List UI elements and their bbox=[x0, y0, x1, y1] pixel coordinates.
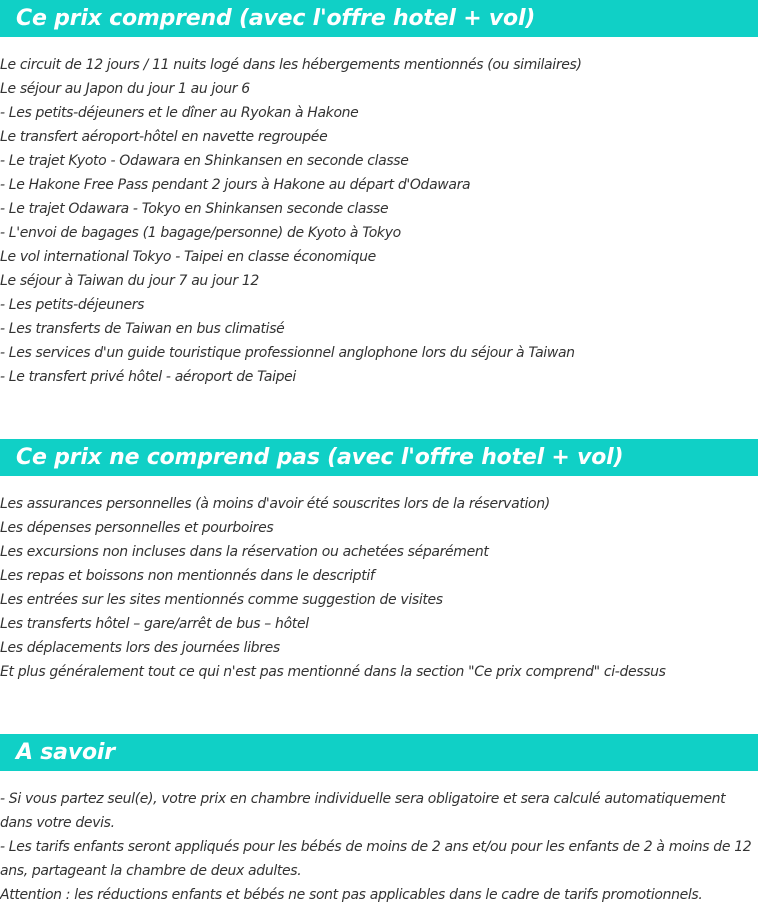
list-item: Le circuit de 12 jours / 11 nuits logé dans les hébergements mentionnés (ou similaires) bbox=[0, 57, 582, 73]
list-item: Les repas et boissons non mentionnés dans le descriptif bbox=[0, 568, 375, 584]
list-item: - Les petits-déjeuners bbox=[0, 297, 145, 313]
list-item: - Les transferts de Taiwan en bus climatisé bbox=[0, 321, 285, 337]
list-item: Attention : les réductions enfants et bébés ne sont pas applicables dans le cadre de tarifs promotionnels. bbox=[0, 887, 703, 903]
list-item: - Les petits-déjeuners et le dîner au Ryokan à Hakone bbox=[0, 105, 359, 121]
list-item: - Si vous partez seul(e), votre prix en chambre individuelle sera obligatoire et sera calculé automatiquement dans votre devis. bbox=[0, 791, 726, 831]
list-item: Le vol international Tokyo - Taipei en classe économique bbox=[0, 249, 376, 265]
good-to-know-list bbox=[0, 787, 756, 907]
list-item: Et plus généralement tout ce qui n'est pas mentionné dans la section "Ce prix comprend" ci-dessus bbox=[0, 664, 666, 680]
list-item: - L'envoi de bagages (1 bagage/personne) de Kyoto à Tokyo bbox=[0, 225, 401, 241]
list-item: Les excursions non incluses dans la réservation ou achetées séparément bbox=[0, 544, 489, 560]
list-item: Les dépenses personnelles et pourboires bbox=[0, 520, 274, 536]
list-item: - Le trajet Kyoto - Odawara en Shinkansen en seconde classe bbox=[0, 153, 409, 169]
list-item: - Les tarifs enfants seront appliqués pour les bébés de moins de 2 ans et/ou pour les enfants de 2 à moins de 12 ans, partageant la chambre de deux adultes. bbox=[0, 839, 752, 879]
list-item: - Le transfert privé hôtel - aéroport de Taipei bbox=[0, 369, 296, 385]
included-list bbox=[0, 53, 756, 389]
list-item: - Les services d'un guide touristique professionnel anglophone lors du séjour à Taiwan bbox=[0, 345, 575, 361]
list-item: Les entrées sur les sites mentionnés comme suggestion de visites bbox=[0, 592, 443, 608]
section-title: Ce prix ne comprend pas (avec l'offre hotel + vol) bbox=[16, 445, 624, 470]
list-item: - Le Hakone Free Pass pendant 2 jours à Hakone au départ d'Odawara bbox=[0, 177, 471, 193]
not-included-list bbox=[0, 492, 756, 684]
section-header-not-included bbox=[0, 439, 758, 476]
list-item: Le transfert aéroport-hôtel en navette regroupée bbox=[0, 129, 328, 145]
section-header-good-to-know bbox=[0, 734, 758, 771]
section-title: A savoir bbox=[16, 740, 115, 765]
section-title: Ce prix comprend (avec l'offre hotel + vol) bbox=[16, 6, 536, 31]
list-item: Les assurances personnelles (à moins d'avoir été souscrites lors de la réservation) bbox=[0, 496, 550, 512]
list-item: Les déplacements lors des journées libres bbox=[0, 640, 280, 656]
list-item: - Le trajet Odawara - Tokyo en Shinkansen seconde classe bbox=[0, 201, 389, 217]
list-item: Les transferts hôtel – gare/arrêt de bus – hôtel bbox=[0, 616, 309, 632]
section-header-included bbox=[0, 0, 758, 37]
list-item: Le séjour à Taiwan du jour 7 au jour 12 bbox=[0, 273, 259, 289]
list-item: Le séjour au Japon du jour 1 au jour 6 bbox=[0, 81, 250, 97]
